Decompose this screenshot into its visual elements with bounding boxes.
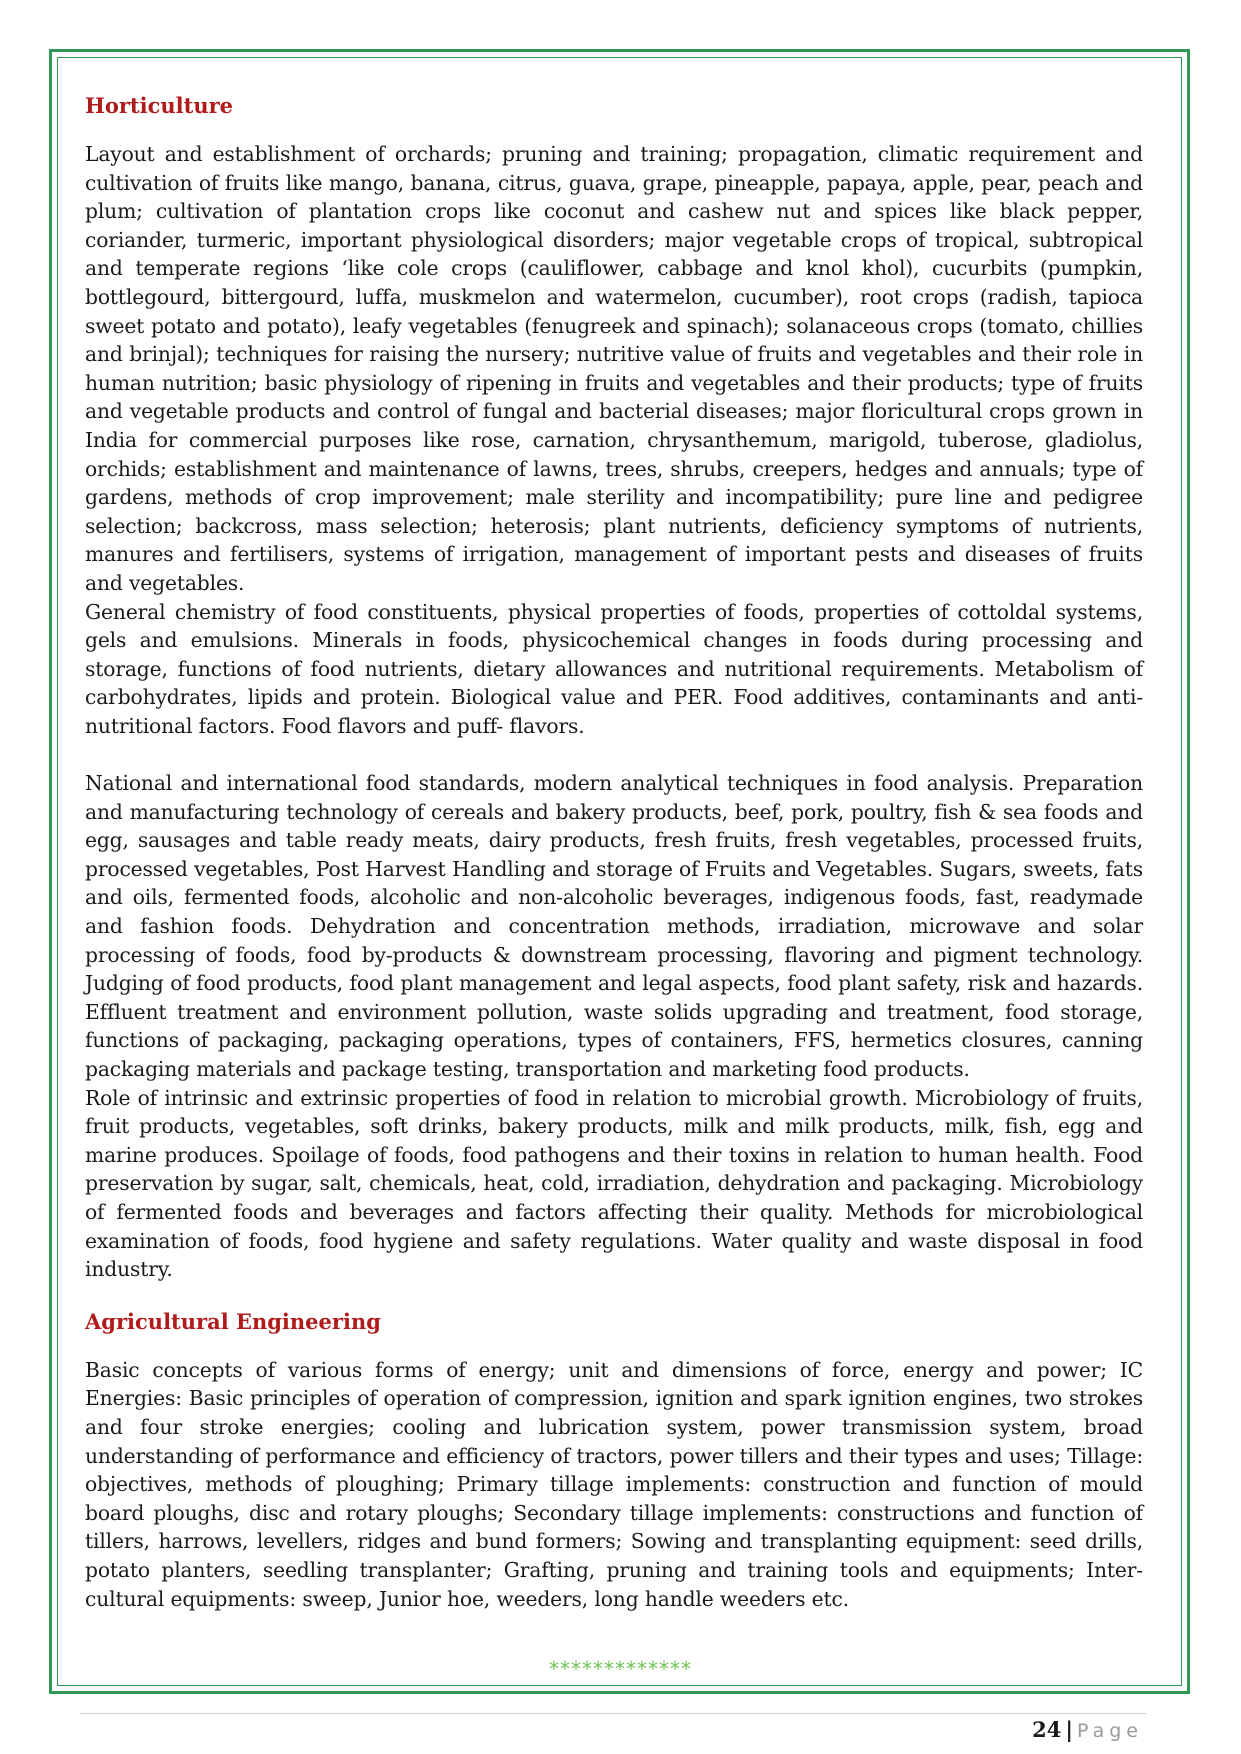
section-heading-agricultural-engineering: Agricultural Engineering	[85, 1308, 381, 1334]
page-number: 24	[1032, 1717, 1062, 1742]
paragraph-agricultural-engineering: Basic concepts of various forms of energy; unit and dimensions of force, energy and power; IC Energies: Basic principles of operation of compression, ignition and spark ignition engines, two strokes and four stroke energies; cooling and lubrication system, power transmission system, broad understanding of performance and efficiency of tractors, power tillers and their types and uses; Tillage: objectives, methods of ploughing; Primary tillage implements: construction and function of mould board ploughs, disc and rotary ploughs; Secondary tillage implements: constructions and function of tillers, harrows, levellers, ridges and bund formers; Sowing and transplanting equipment: seed drills, potato planters, seedling transplanter; Grafting, pruning and training tools and equipments; Inter-cultural equipments: sweep, Junior hoe, weeders, long handle weeders etc.	[85, 1357, 1143, 1611]
footer-separator: |	[1065, 1717, 1073, 1742]
paragraph-horticulture: Layout and establishment of orchards; pruning and training; propagation, climatic requirement and cultivation of fruits like mango, banana, citrus, guava, grape, pineapple, papaya, apple, pear, peach and plum; cultivation of plantation crops like coconut and cashew nut and spices like black pepper, coriander, turmeric, important physiological disorders; major vegetable crops of tropical, subtropical and temperate regions ‘like cole crops (cauliflower, cabbage and knol khol), cucurbits (pumpkin, bottlegourd, bittergourd, luffa, muskmelon and watermelon, cucumber), root crops (radish, tapioca sweet potato and potato), leafy vegetables (fenugreek and spinach); solanaceous crops (tomato, chillies and brinjal); techniques for raising the nursery; nutritive value of fruits and vegetables and their role in human nutrition; basic physiology of ripening in fruits and vegetables and their products; type of fruits and vegetable products and control of fungal and bacterial diseases; major floricultural crops grown in India for commercial purposes like rose, carnation, chrysanthemum, marigold, tuberose, gladiolus, orchids; establishment and maintenance of lawns, trees, shrubs, creepers, hedges and annuals; type of gardens, methods of crop improvement; male sterility and incompatibility; pure line and pedigree selection; backcross, mass selection; heterosis; plant nutrients, deficiency symptoms of nutrients, manures and fertilisers, systems of irrigation, management of important pests and diseases of fruits and vegetables.	[85, 142, 1143, 595]
page-label: Page	[1077, 1720, 1143, 1742]
paragraph-gap	[85, 740, 1143, 769]
paragraph-food-microbiology: Role of intrinsic and extrinsic properties of food in relation to microbial growth. Microbiology of fruits, fruit products, vegetables, soft drinks, bakery products, milk and milk products, milk, fish, egg and marine produces. Spoilage of foods, food pathogens and their toxins in relation to human health. Food preservation by sugar, salt, chemicals, heat, cold, irradiation, dehydration and packaging. Microbiology of fermented foods and beverages and factors affecting their quality. Methods for microbiological examination of foods, food hygiene and safety regulations. Water quality and waste disposal in food industry.	[85, 1085, 1143, 1282]
page-footer	[1032, 1717, 1143, 1742]
section-separator-stars: *************	[549, 1657, 692, 1681]
paragraph-food-standards: National and international food standards, modern analytical techniques in food analysis. Preparation and manufacturing technology of cereals and bakery products, beef, pork, poultry, fish & sea foods and egg, sausages and table ready meats, dairy products, fresh fruits, fresh vegetables, processed fruits, processed vegetables, Post Harvest Handling and storage of Fruits and Vegetables. Sugars, sweets, fats and oils, fermented foods, alcoholic and non-alcoholic beverages, indigenous foods, fast, readymade and fashion foods. Dehydration and concentration methods, irradiation, microwave and solar processing of foods, food by-products & downstream processing, flavoring and pigment technology. Judging of food products, food plant management and legal aspects, food plant safety, risk and hazards. Effluent treatment and environment pollution, waste solids upgrading and treatment, food storage, functions of packaging, packaging operations, types of containers, FFS, hermetics closures, canning packaging materials and package testing, transportation and marketing food products.	[85, 771, 1143, 1081]
footer-divider	[80, 1713, 1146, 1714]
section-heading-horticulture: Horticulture	[85, 93, 234, 118]
paragraph-food-chemistry: General chemistry of food constituents, physical properties of foods, properties of cottoldal systems, gels and emulsions. Minerals in foods, physicochemical changes in foods during processing and storage, functions of food nutrients, dietary allowances and nutritional requirements. Metabolism of carbohydrates, lipids and protein. Biological value and PER. Food additives, contaminants and anti-nutritional factors. Food flavors and puff- flavors.	[85, 599, 1143, 738]
page-content	[85, 92, 1143, 1613]
